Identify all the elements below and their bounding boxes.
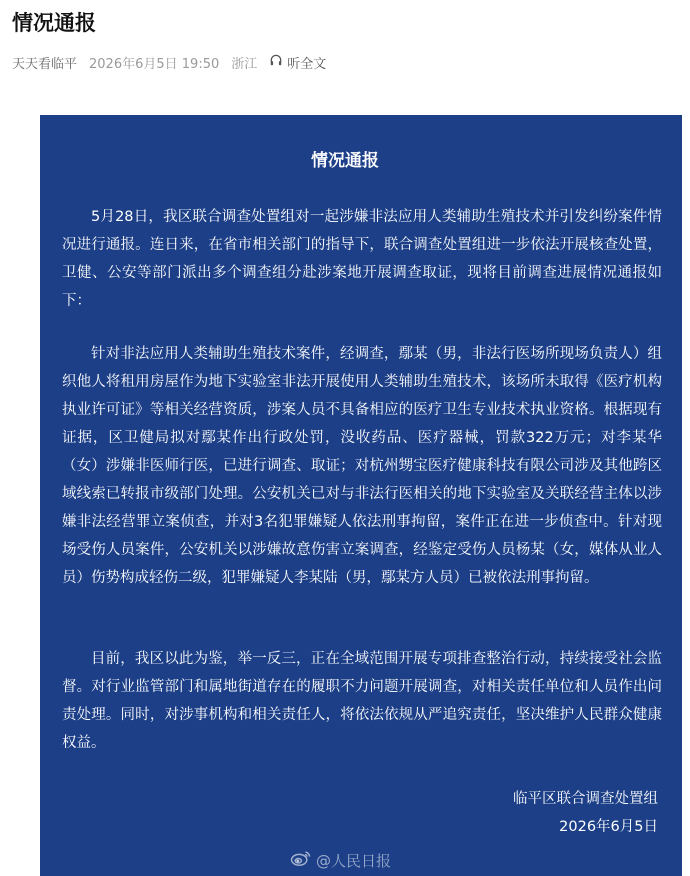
listen-label: 听全文 xyxy=(287,56,327,72)
notice-paragraph-followup: 目前，我区以此为鉴，举一反三，正在全域范围开展专项排查整治行动，持续接受社会监督。对行业监管部门和属地街道存在的履职不力问题开展调查，对相关责任单位和人员作出问责处理。同时，对涉事机构和相关责任人，将依法依规从严追究责任，坚决维护人民群众健康权益。 xyxy=(62,651,662,751)
weibo-icon xyxy=(290,849,316,871)
watermark xyxy=(290,849,391,871)
notice-paragraph-findings: 针对非法应用人类辅助生殖技术案件，经调查，鄢某（男，非法行医场所现场负责人）组织他人将租用房屋作为地下实验室非法开展使用人类辅助生殖技术，该场所未取得《医疗机构执业许可证》等相关经营资质，涉案人员不具备相应的医疗卫生专业技术执业资格。根据现有证据，区卫健局拟对鄢某作出行政处罚，没收药品、医疗器械，罚款322万元；对李某华（女）涉嫌非医师行医，已进行调查、取证；对杭州甥宝医疗健康科技有限公司涉及其他跨区域线索已转报市级部门处理。公安机关已对与非法行医相关的地下实验室及关联经营主体以涉嫌非法经营罪立案侦查，并对3名犯罪嫌疑人依法刑事拘留，案件正在进一步侦查中。针对现场受伤人员案件，公安机关以涉嫌故意伤害立案调查，经鉴定受伤人员杨某（女，媒体从业人员）伤势构成轻伤二级，犯罪嫌疑人李某陆（男，鄢某方人员）已被依法刑事拘留。 xyxy=(62,346,662,586)
article-headline: 情况通报 xyxy=(12,11,96,35)
signer-organization: 临平区联合调查处置组 xyxy=(513,791,658,807)
listen-button[interactable] xyxy=(269,53,326,72)
article-meta xyxy=(12,52,326,72)
publish-time: 2026年6月5日 19:50 xyxy=(89,56,220,72)
publish-region: 浙江 xyxy=(231,56,258,72)
author-name[interactable]: 天天看临平 xyxy=(12,56,78,72)
headphones-icon xyxy=(269,53,287,71)
signer-date: 2026年6月5日 xyxy=(559,819,658,835)
watermark-text: @人民日报 xyxy=(316,851,392,870)
notice-title: 情况通报 xyxy=(311,151,379,171)
notice-paragraph-intro: 5月28日，我区联合调查处置组对一起涉嫌非法应用人类辅助生殖技术并引发纠纷案件情况进行通报。连日来，在省市相关部门的指导下，联合调查处置组进一步依法开展核查处置，卫健、公安等部门派出多个调查组分赴涉案地开展调查取证，现将目前调查进展情况通报如下： xyxy=(62,209,662,309)
